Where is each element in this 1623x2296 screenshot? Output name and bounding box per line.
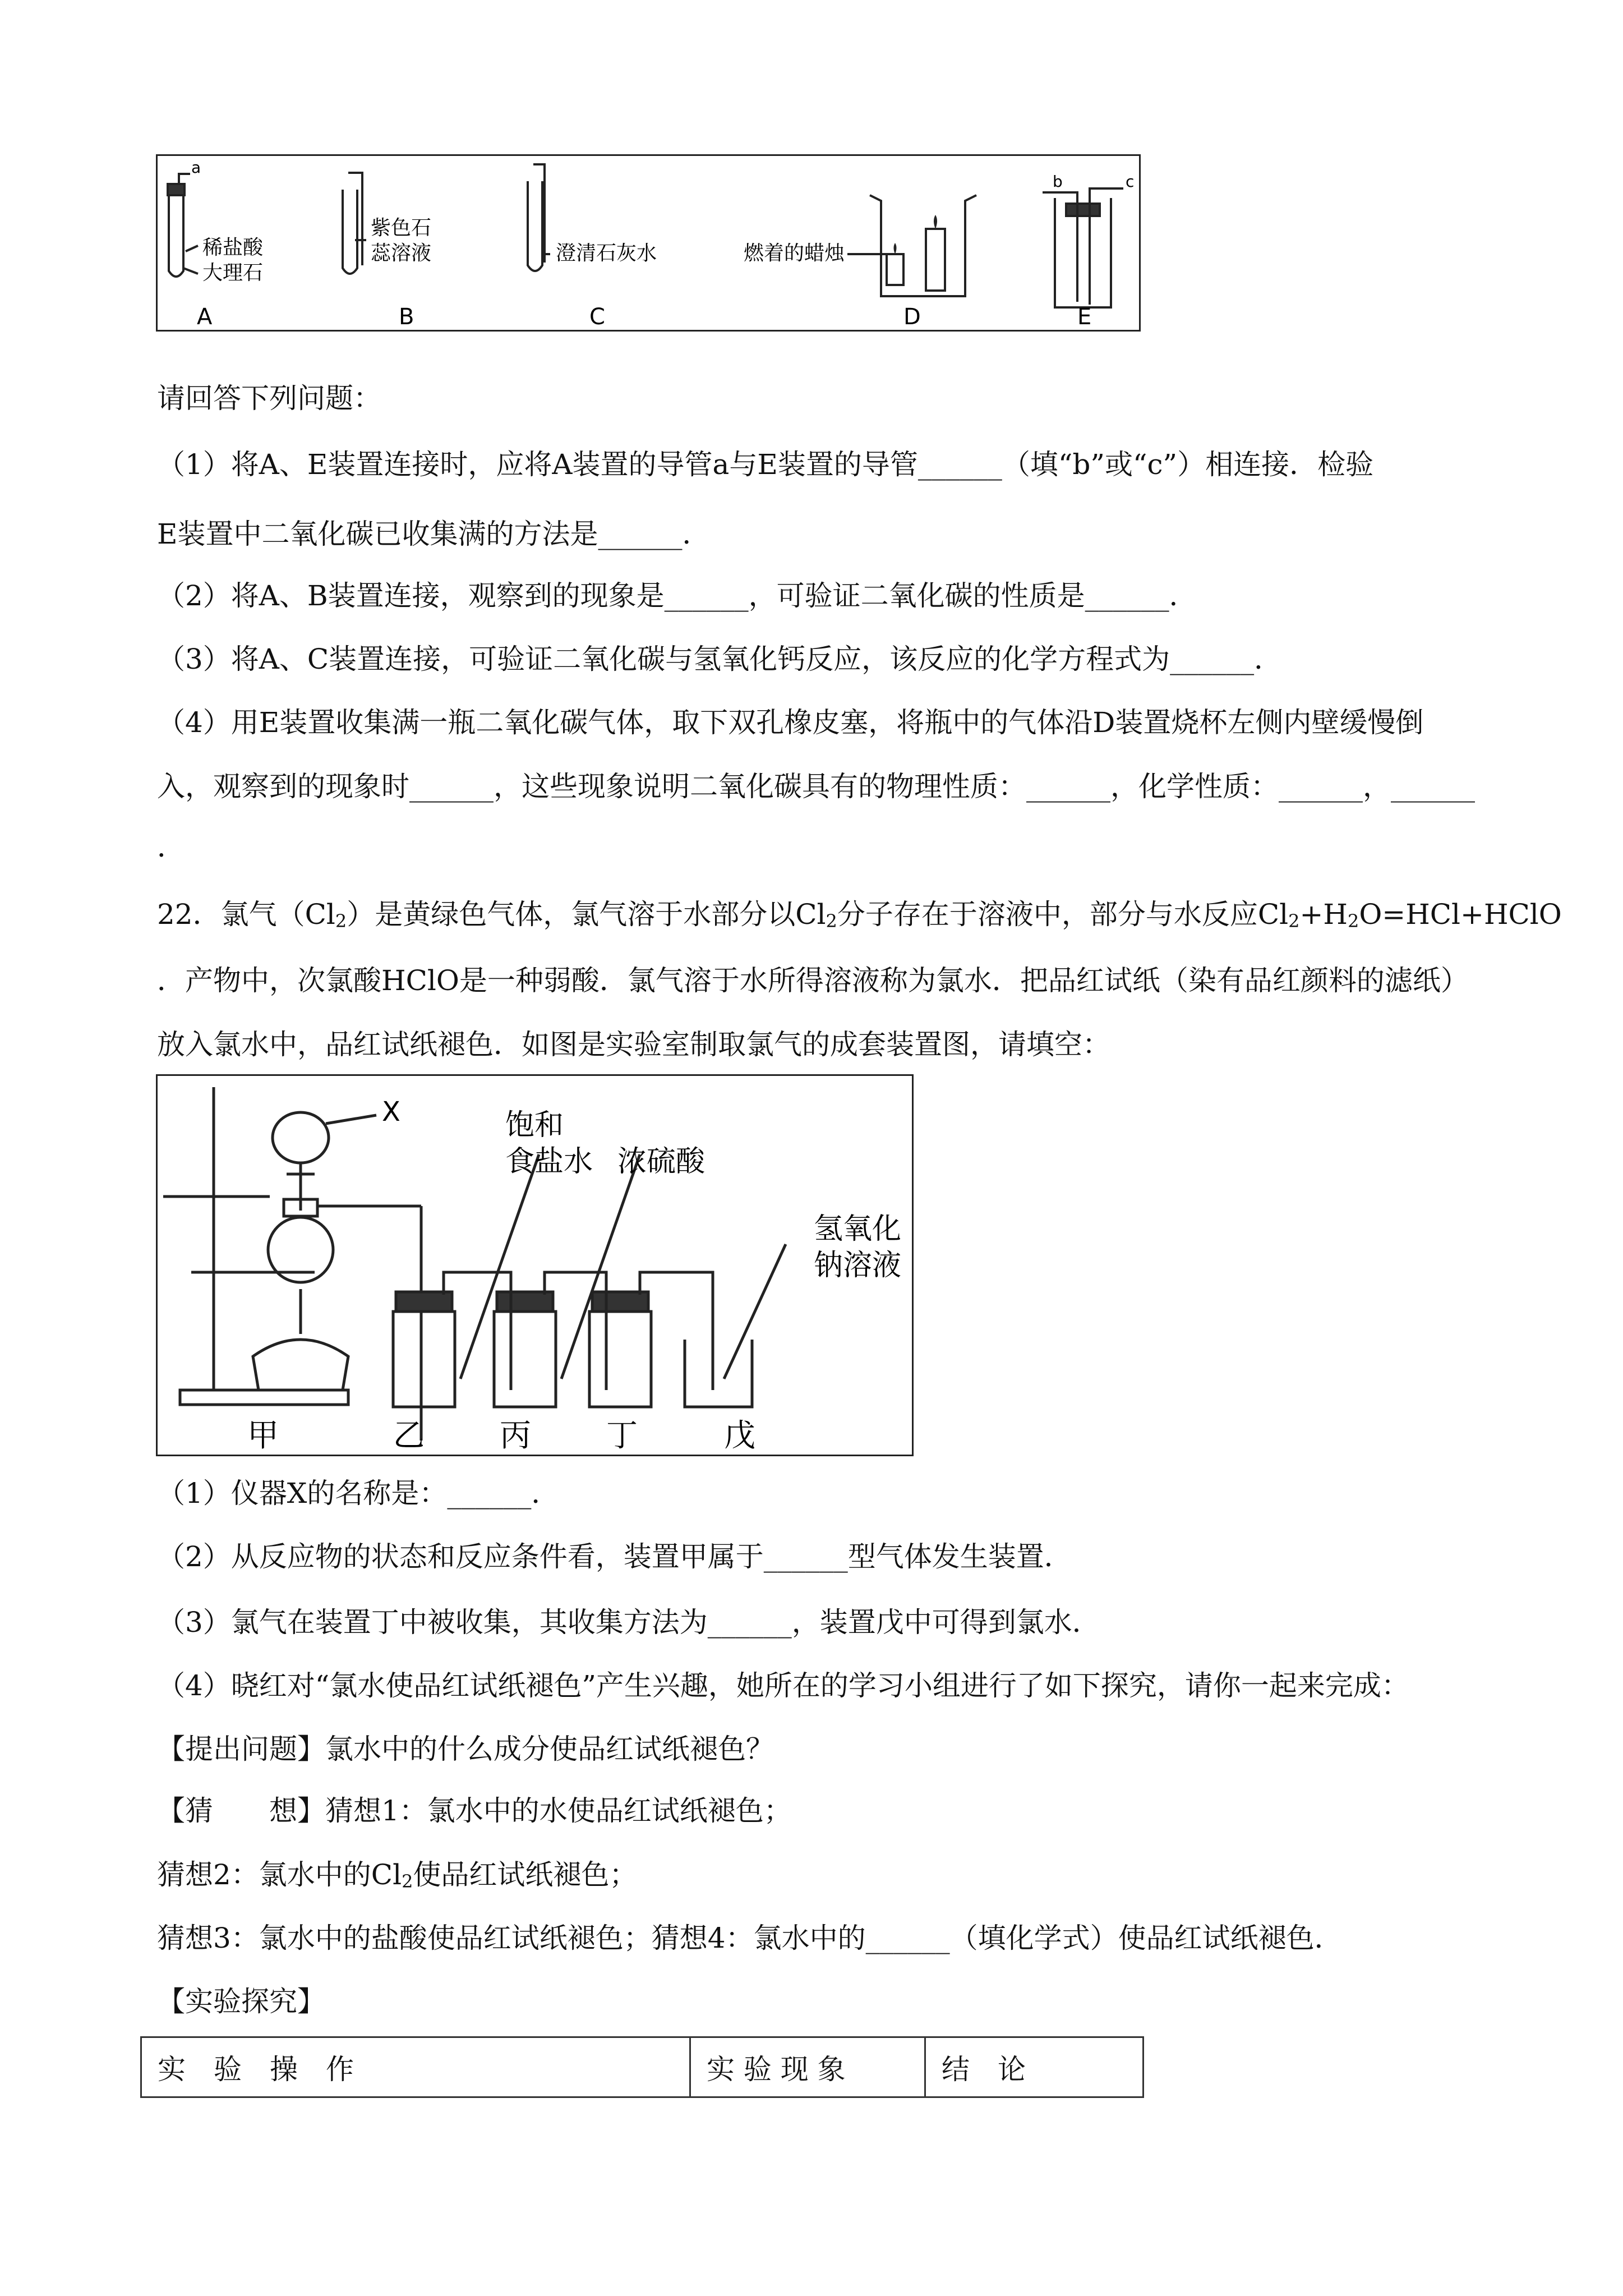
figure-chlorine-apparatus (156, 1074, 914, 1456)
tube-a-mark: a (191, 158, 201, 177)
q21-line-2: E装置中二氧化碳已收集满的方法是______． (157, 518, 711, 550)
label-saturated-2: 食盐水 (505, 1145, 593, 1179)
fig2-label-jia: 甲 (247, 1418, 279, 1454)
fig2-label-yi: 乙 (393, 1418, 425, 1454)
q21-line-3: （2）将A、B装置连接，观察到的现象是______，可验证二氧化碳的性质是______． (157, 579, 1197, 612)
tube-b-label-2: 蕊溶液 (371, 242, 432, 265)
fig2-label-bing: 丙 (500, 1418, 531, 1454)
q22-q2: （2）从反应物的状态和反应条件看，装置甲属于______型气体发生装置． (157, 1540, 1072, 1573)
q22-q4: （4）晓红对“氯水使品红试纸褪色”产生兴趣，她所在的学习小组进行了如下探究，请你一起来完成： (157, 1669, 1409, 1702)
q22-line-1: 22．氯气$(Cl_2)$是黄绿色气体，氯气溶于水部分以$Cl_2$分子存在于溶液中，部分与水反应$Cl_2+H_2O=HCl+HClO$ (157, 898, 1562, 932)
q22-line-3: 放入氯水中，品红试纸褪色．如图是实验室制取氯气的成套装置图，请填空： (157, 1028, 1110, 1061)
q22-ask: 【提出问题】氯水中的什么成分使品红试纸褪色？ (157, 1733, 774, 1765)
fig1-label-c: C (589, 304, 605, 330)
q21-line-1: （1）将A、E装置连接时，应将A装置的导管a与E装置的导管______（填“b”或“c”）相连接．检验 (157, 448, 1374, 481)
label-naoh-1: 氢氧化 (814, 1212, 902, 1246)
bottle-e-mark-c: c (1126, 172, 1135, 191)
q22-q1: （1）仪器X的名称是：______． (157, 1477, 560, 1510)
fig2-label-wu: 戊 (724, 1418, 755, 1454)
table-header-row (141, 2037, 1144, 2097)
tube-a-marble-label: 大理石 (202, 261, 264, 284)
q21-line-7: ． (157, 831, 185, 863)
chlorine-apparatus-drawing (158, 1076, 912, 1455)
q22-guess-2: 猜想2：氯水中的$Cl_2$使品红试纸褪色； (157, 1858, 638, 1892)
q22-guess-1: 【猜 想】猜想1：氯水中的水使品红试纸褪色； (157, 1795, 792, 1827)
q21-intro: 请回答下列问题： (157, 382, 381, 415)
fig1-label-a: A (197, 304, 213, 330)
q21-line-5: （4）用E装置收集满一瓶二氧化碳气体，取下双孔橡皮塞，将瓶中的气体沿D装置烧杯左侧内壁缓慢倒 (157, 706, 1424, 739)
fig1-label-d: D (903, 304, 921, 330)
table-header-conclusion: 结 论 (925, 2037, 1144, 2097)
table-header-operation: 实 验 操 作 (141, 2037, 690, 2097)
label-acid: 浓硫酸 (617, 1145, 706, 1179)
label-saturated-1: 饱和 (505, 1108, 564, 1142)
tube-a-acid-label: 稀盐酸 (202, 236, 264, 259)
flame-tall-icon (934, 215, 937, 229)
q22-guess-3: 猜想3：氯水中的盐酸使品红试纸褪色；猜想4：氯水中的______（填化学式）使品红试纸褪色． (157, 1922, 1343, 1954)
q21-line-6: 入，观察到的现象时______，这些现象说明二氧化碳具有的物理性质：______，化学性质：______，______ (157, 770, 1475, 803)
bottle-e-mark-b: b (1053, 172, 1063, 191)
q22-explore-heading: 【实验探究】 (157, 1985, 325, 2018)
table-header-phenomenon: 实 验 现 象 (690, 2037, 925, 2097)
beaker-d-label: 燃着的蜡烛 (744, 242, 845, 265)
q22-q3: （3）氯气在装置丁中被收集，其收集方法为______，装置戊中可得到氯水． (157, 1606, 1100, 1639)
figure-co2-apparatus (156, 154, 1141, 332)
q22-line-2: ．产物中，次氯酸HClO是一种弱酸．氯气溶于水所得溶液称为氯水．把品红试纸（染有品红颜料的滤纸） (157, 964, 1469, 997)
tube-b-label-1: 紫色石 (371, 217, 432, 240)
q21-line-4: （3）将A、C装置连接，可验证二氧化碳与氢氧化钙反应，该反应的化学方程式为______． (157, 643, 1283, 675)
tube-c-label: 澄清石灰水 (556, 242, 657, 265)
co2-apparatus-drawing (158, 156, 1139, 330)
fig1-label-b: B (399, 304, 414, 330)
flame-small-icon (894, 243, 897, 254)
label-naoh-2: 钠溶液 (814, 1249, 902, 1282)
fig2-label-ding: 丁 (606, 1418, 638, 1454)
stopper-a (168, 184, 185, 195)
experiment-table (140, 2036, 1144, 2098)
fig1-label-e: E (1077, 304, 1092, 330)
label-x: X (382, 1096, 400, 1128)
